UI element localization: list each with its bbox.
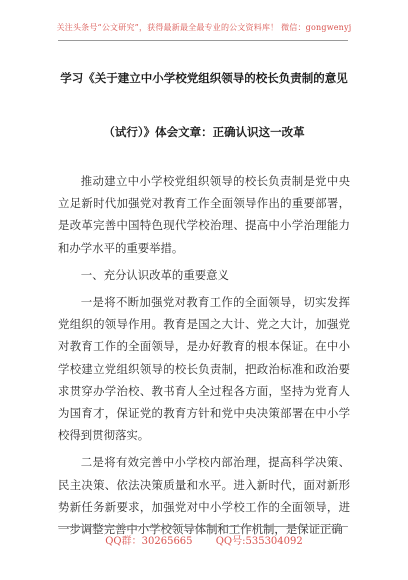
footer-divider xyxy=(58,526,348,527)
header-banner: 关注头条号“公文研究”，获得最新最全最专业的公文资料库！ 微信：gongwenyj xyxy=(56,23,352,32)
header-divider xyxy=(58,40,348,41)
document-title-line-1: 学习《关于建立中小学校党组织领导的校长负责制的意见 xyxy=(60,71,348,85)
document-title-line-2: （试行）》体会文章：正确认识这一改革 xyxy=(103,125,305,139)
paragraph-point-one: 一是将不断加强党对教育工作的全面领导，切实发挥党组织的领导作用。教育是国之大计、党之大计，加强党对教育工作的全面领导，是办好教育的根本保证。在中小学校建立党组织领导的校长负责制，把政治标准和政治要求贯穿办学治校、教书育人全过程各方面，坚持为党育人为国育才，保证党的教育方针和党中央决策部署在中小学校得到贯彻落实。 xyxy=(58,295,350,443)
footer xyxy=(0,532,408,547)
section-heading: 一、充分认识改革的重要意义 xyxy=(80,267,229,282)
footer-qq-group: QQ群：30265665 xyxy=(105,536,193,547)
document-body xyxy=(58,170,350,545)
footer-qq-number: QQ号:535304092 xyxy=(215,536,303,547)
paragraph-intro: 推动建立中小学校党组织领导的校长负责制是党中央立足新时代加强党对教育工作全面领导作出的重要部署，是改革完善中国特色现代学校治理、提高中小学治理能力和办学水平的重要举措。 xyxy=(58,174,350,255)
paragraph-point-two: 二是将有效完善中小学校内部治理，提高科学决策、民主决策、依法决策质量和水平。进入新时代，面对新形势新任务新要求，加强党对中小学校工作的全面领导，进一步调整完善中小学校领导体制和工作机制，是保证正确 xyxy=(58,455,350,537)
